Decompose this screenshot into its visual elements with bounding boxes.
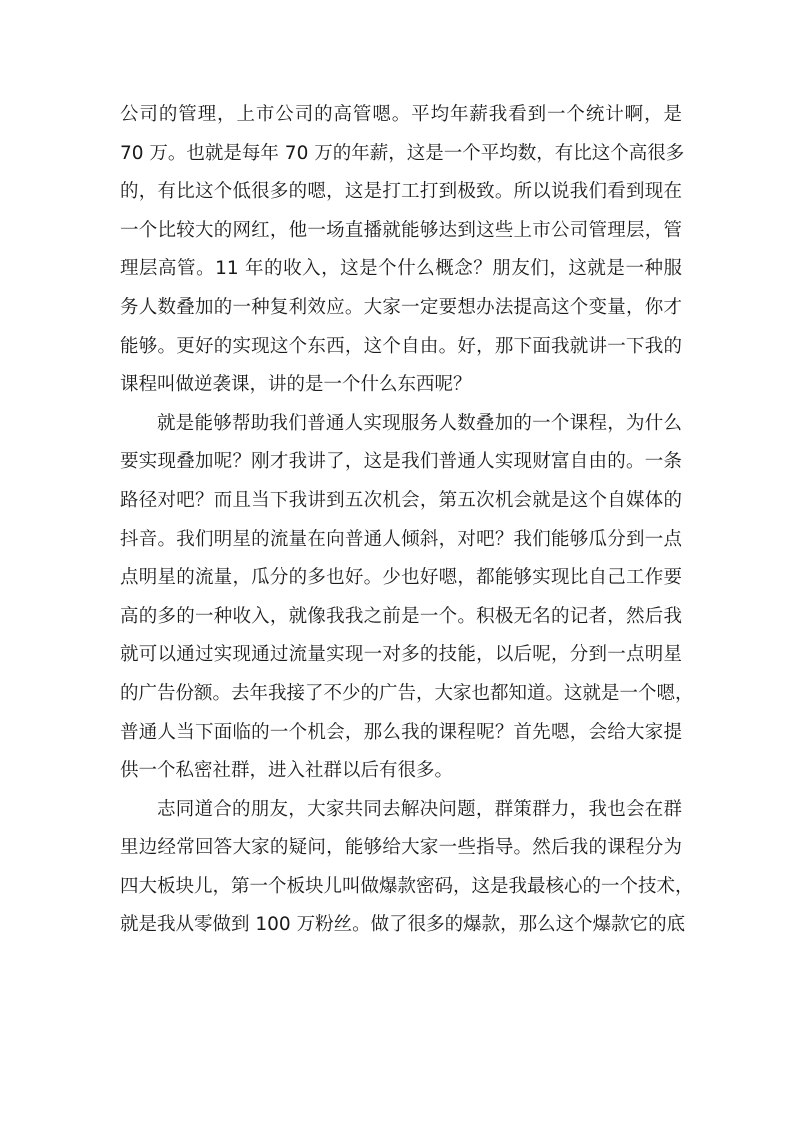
text-line: 供一个私密社群，进入社群以后有很多。: [120, 760, 454, 782]
paragraph-2: [120, 405, 694, 791]
text-line: 高的多的一种收入，就像我我之前是一个。积极无名的记者，然后我: [120, 605, 682, 627]
text-line: 抖音。我们明星的流量在向普通人倾斜，对吧？我们能够瓜分到一点: [120, 528, 682, 550]
text-line: 公司的管理，上市公司的高管嗯。平均年薪我看到一个统计啊，是: [120, 104, 682, 125]
text-line: 一个比较大的网红，他一场直播就能够达到这些上市公司管理层，管: [120, 219, 682, 241]
paragraph-1: [120, 96, 685, 405]
text-line: 的，有比这个低很多的嗯，这是打工打到极致。所以说我们看到现在: [120, 181, 682, 203]
text-line: 理层高管。11 年的收入，这是个什么概念？朋友们，这就是一种服: [120, 258, 682, 280]
text-line: 点明星的流量，瓜分的多也好。少也好嗯，都能够实现比自己工作要: [120, 567, 682, 589]
text-line: 课程叫做逆袭课，讲的是一个什么东西呢？: [120, 374, 472, 396]
text-line: 四大板块儿，第一个板块儿叫做爆款密码，这是我最核心的一个技术，: [120, 875, 694, 897]
text-line: 70 万。也就是每年 70 万的年薪，这是一个平均数，有比这个高很多: [120, 142, 685, 164]
text-line: 普通人当下面临的一个机会，那么我的课程呢？首先嗯，会给大家提: [120, 721, 682, 743]
text-line: 里边经常回答大家的疑问，能够给大家一些指导。然后我的课程分为: [120, 837, 682, 859]
text-line: 务人数叠加的一种复利效应。大家一定要想办法提高这个变量，你才: [120, 296, 682, 318]
document-body: [120, 96, 694, 945]
text-line: 路径对吧？而且当下我讲到五次机会，第五次机会就是这个自媒体的: [120, 489, 682, 511]
text-line: 志同道合的朋友，大家共同去解决问题，群策群力，我也会在群: [157, 798, 682, 820]
text-line: 就可以通过实现通过流量实现一对多的技能，以后呢，分到一点明星: [120, 644, 682, 666]
text-line: 就是能够帮助我们普通人实现服务人数叠加的一个课程，为什么: [157, 412, 682, 434]
text-line: 能够。更好的实现这个东西，这个自由。好，那下面我就讲一下我的: [120, 335, 682, 357]
paragraph-3: [120, 791, 694, 945]
text-line: 要实现叠加呢？刚才我讲了，这是我们普通人实现财富自由的。一条: [120, 451, 682, 473]
text-line: 的广告份额。去年我接了不少的广告，大家也都知道。这就是一个嗯，: [120, 682, 694, 704]
text-line: 就是我从零做到 100 万粉丝。做了很多的爆款，那么这个爆款它的底: [120, 914, 686, 936]
